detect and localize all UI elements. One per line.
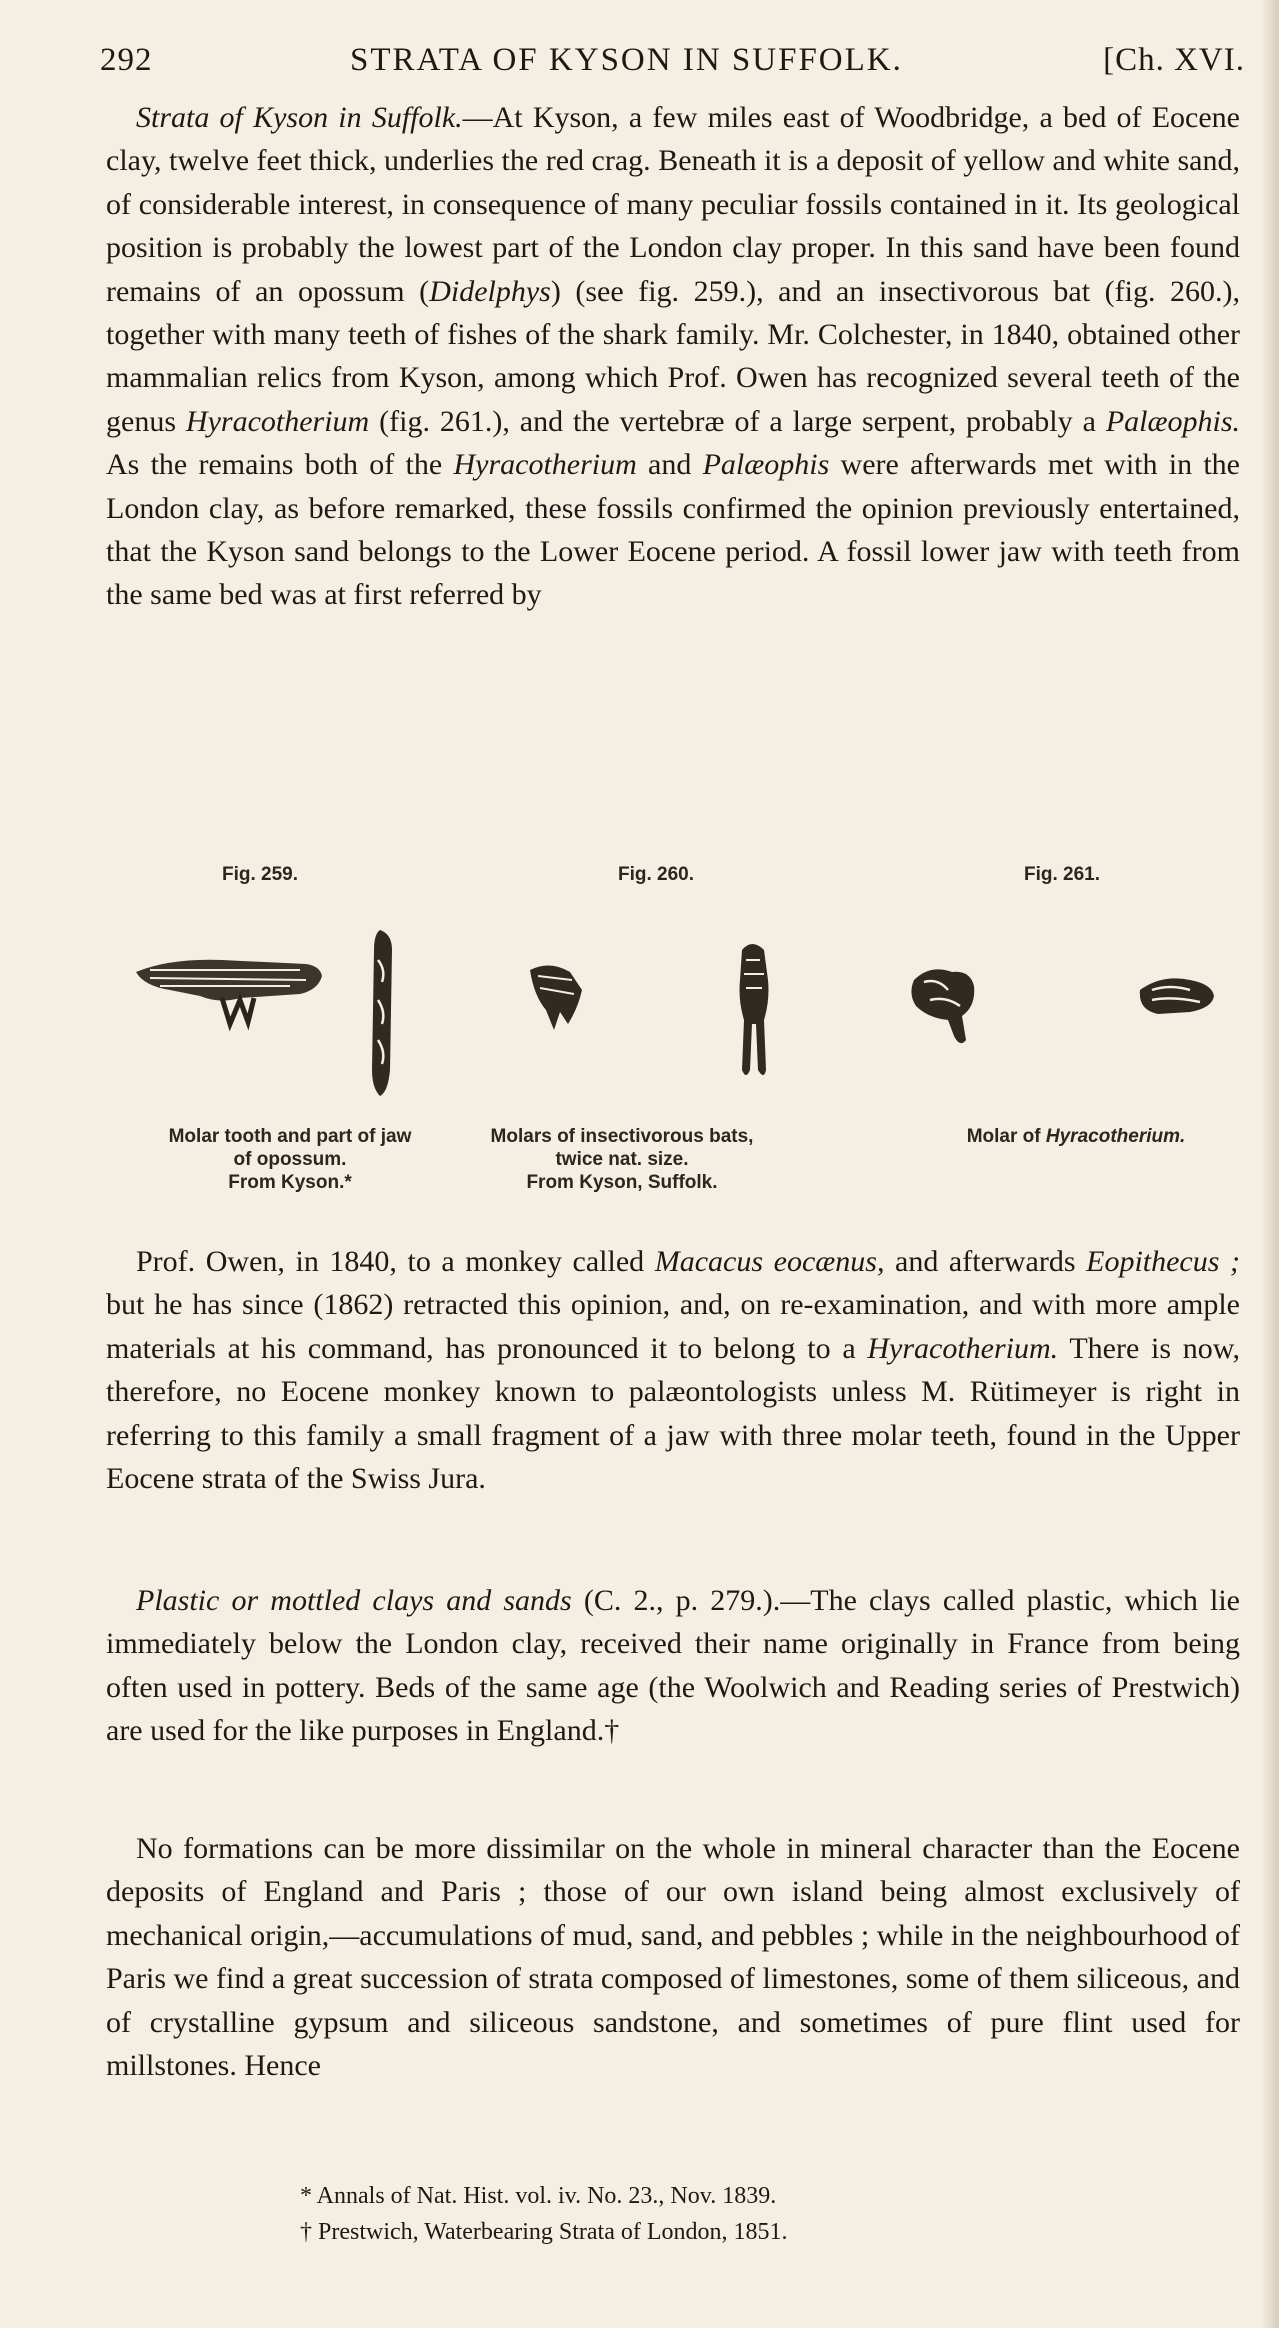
section-heading-kyson: Strata of Kyson in Suffolk. — [136, 101, 463, 134]
footnote-2: † Prestwich, Waterbearing Strata of London, 1851. — [300, 2219, 788, 2245]
footnotes — [300, 2178, 1100, 2250]
paragraph-owen-monkey: Prof. Owen, in 1840, to a monkey called Macacus eocænus, and afterwards Eopithecus ; but he has since (1862) retracted this opinion, and, on re-examination, and with more ample materials at his command, has pronounced it to belong to a Hyracotherium. There is now, therefore, no Eocene monkey known to palæontologists unless M. Rütimeyer is right in referring to this family a small fragment of a jaw with three molar teeth, found in the Upper Eocene strata of the Swiss Jura. — [106, 1245, 1241, 1496]
fig-260-caption: Molars of insectivorous bats, twice nat. size. From Kyson, Suffolk. — [490, 1126, 754, 1193]
running-title: STRATA OF KYSON IN SUFFOLK. — [350, 42, 903, 78]
page-number: 292 — [100, 42, 153, 78]
footnote-1: * Annals of Nat. Hist. vol. iv. No. 23., Nov. 1839. — [300, 2183, 777, 2209]
fig-259-caption: Molar tooth and part of jaw of opossum. From Kyson.* — [168, 1126, 412, 1193]
bat-molars-illustration — [520, 920, 840, 1110]
page-edge-shadow — [1261, 0, 1279, 2328]
opossum-jaw-illustration — [130, 920, 410, 1110]
fig-261-caption: Molar of Hyracotherium. — [966, 1126, 1186, 1147]
paragraph-kyson: Strata of Kyson in Suffolk.—At Kyson, a few miles east of Woodbridge, a bed of Eocene clay, twelve feet thick, underlies the red crag. Beneath it is a deposit of yellow and white sand, of considerable interest, in consequence of many peculiar fossils contained in it. Its geological position is probably the lowest part of the London clay proper. In this sand have been found remains of an opossum (Didelphys) (see fig. 259.), and an insectivorous bat (fig. 260.), together with many teeth of fishes of the shark family. Mr. Colchester, in 1840, obtained other mammalian relics from Kyson, among which Prof. Owen has recognized several teeth of the genus Hyracotherium (fig. 261.), and the vertebræ of a large serpent, probably a Palæophis. As the remains both of the Hyracotherium and Palæophis were afterwards met with in the London clay, as before remarked, these fossils confirmed the opinion previously entertained, that the Kyson sand belongs to the Lower Eocene period. A fossil lower jaw with teeth from the same bed was at first referred by — [106, 101, 1241, 612]
fig-259-label: Fig. 259. — [222, 864, 299, 885]
fig-260-label: Fig. 260. — [618, 864, 695, 885]
hyracotherium-molar-illustration — [900, 950, 1240, 1080]
chapter-marker: [Ch. XVI. — [1103, 42, 1245, 78]
running-head — [100, 42, 1245, 86]
paragraph-formations: No formations can be more dissimilar on the whole in mineral character than the Eocene deposits of England and Paris ; those of our own island being almost exclusively of mechanical origin,—accumulations of mud, sand, and pebbles ; while in the neighbourhood of Paris we find a great succession of strata composed of limestones, some of them siliceous, and of crystalline gypsum and siliceous sandstone, and sometimes of pure flint used for millstones. Hence — [106, 1832, 1240, 2083]
paragraph-plastic-clays: Plastic or mottled clays and sands (C. 2., p. 279.).—The clays called plastic, which lie immediately below the London clay, received their name originally in France from being often used in pottery. Beds of the same age (the Woolwich and Reading series of Prestwich) are used for the like purposes in England.† — [106, 1584, 1240, 1748]
section-heading-plastic-clays: Plastic or mottled clays and sands — [136, 1584, 572, 1617]
fig-261-label: Fig. 261. — [1024, 864, 1101, 885]
